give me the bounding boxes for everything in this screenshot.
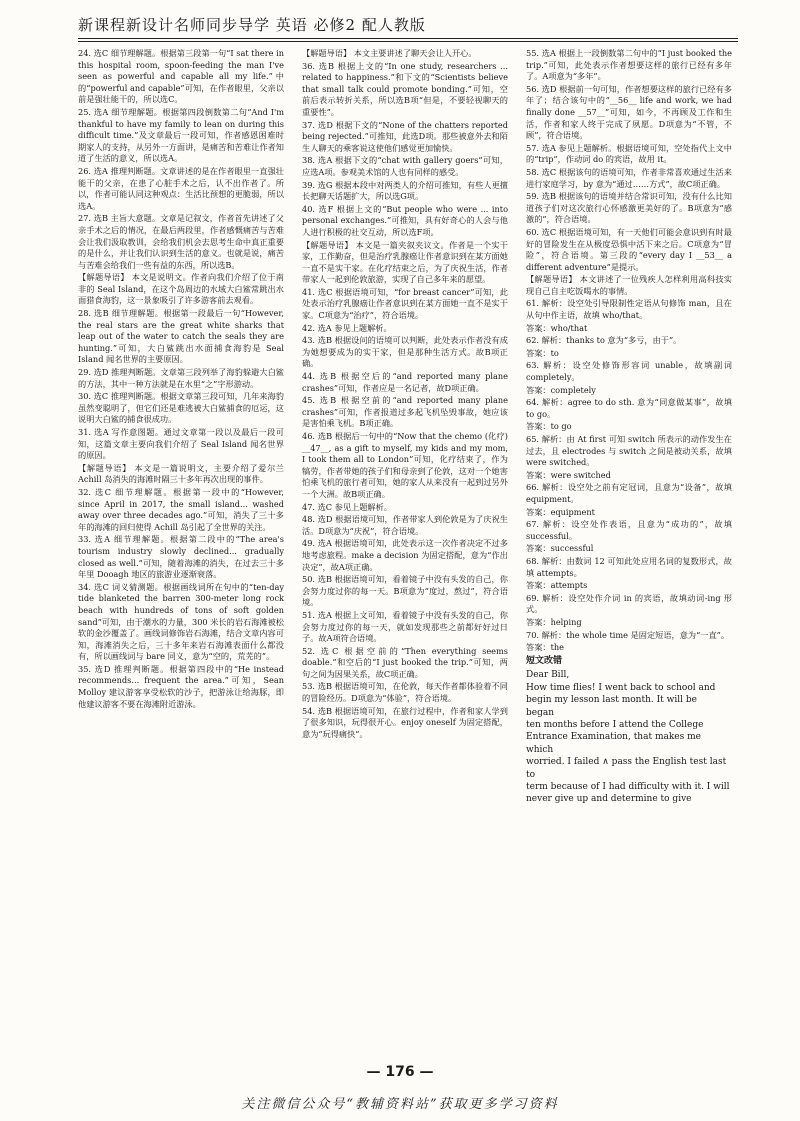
- answer-item: 52. 选C 根据空前的“Then everything seems doable.”和空后的“I just booked the trip.”可知，两句之间为因果关系，故C项正确。: [302, 645, 508, 679]
- answer-item: 50. 选B 根据语境可知，看着镜子中没有头发的自己，你会努力度过你的每一天。B项意为“度过，熬过”，符合语境。: [302, 574, 508, 608]
- answer-item: 24. 选C 细节理解题。根据第三段第一句“I sat there in this hospital room, spoon-feeding the man I've seen as powerful and capable all my life.”中的“powerful and capable”可知，在作者眼里，父亲以前是强壮能干的，所以选C。: [78, 48, 284, 105]
- essay-line: worried. I failed ∧ pass the English test last: [526, 757, 727, 768]
- answer-item: 44. 选B 根据空后的“and reported many plane crashes”可知，作者应是一名记者，故D项正确。: [302, 371, 508, 393]
- answer-item: 68. 解析：由数词 12 可知此处应用名词的复数形式，故填 attempts。: [526, 555, 732, 578]
- page-header: 新课程新设计名师同步导学 英语 必修2 配人教版: [78, 16, 426, 34]
- answer-item: 答案：completely: [526, 384, 596, 395]
- answer-item: 【解题导语】 本文是一篇夹叙夹议文。作者是一个实干家，工作勤奋，但是治疗乳腺癌让作者意识到在某方面她一直不是实干家。在化疗结束之后，为了庆祝生活，作者带家人一起到伦敦旅游，实现了自己多年来的愿望。: [302, 239, 508, 285]
- answer-item: 61. 解析：设空处引导限制性定语从句修饰 man，且在从句中作主语，故填 who/that。: [526, 298, 732, 321]
- essay-line: to: [526, 769, 536, 780]
- essay-line: which: [526, 744, 554, 755]
- essay-line: began: [526, 707, 555, 718]
- header-rule-thin: [78, 41, 738, 42]
- essay-line: ten months before I attend the College Entrance Examination, that makes me: [526, 719, 704, 743]
- essay-line: Dear Bill,: [526, 670, 570, 681]
- answer-item: 60. 选C 根据语境可知，有一天他们可能会意识到有时最好的冒险发生在从极度恐惧中活下来之后。C项意为“冒险”，符合语境。第三段的“every day I __53__ a different adventure”是提示。: [526, 226, 732, 272]
- answer-item: 65. 解析：由 At first 可知 switch 所表示的动作发生在过去，且 electrodes 与 switch 之间是被动关系，故填 were switched。: [526, 434, 732, 468]
- answer-item: 54. 选B 根据语境可知，在旅行过程中，作者和家人学到了很多知识，玩得很开心。enjoy oneself 为固定搭配，意为“玩得痛快”。: [302, 705, 508, 739]
- page-number: — 176 —: [366, 1064, 434, 1080]
- answer-item: 答案：equipment: [526, 506, 595, 517]
- header-rule: [78, 38, 738, 39]
- answer-item: 46. 选B 根据后一句中的“Now that the chemo (化疗) __47__, as a gift to myself, my kids and my mom, I took them all to London”可知，化疗结束了，作为犒劳，作者带她的孩子们和母亲到了伦敦，这对一个她害怕乘飞机的旅行者可知，她的家人从来没有一起到过另外一个大洲。故B项正确。: [302, 431, 508, 499]
- column-middle: [302, 48, 508, 1060]
- answer-item: 32. 选C 细节理解题。根据第一段中的“However, since April in 2017, the small island... washed away over three decades ago.”可知，消失了三十多年的海滩的回归使得 Achill 岛引起了全世界的关注。: [78, 486, 284, 532]
- column-left: [78, 48, 284, 1060]
- answer-item: 36. 选B 根据上文的“In one study, researchers ... related to happiness.”和下文的“Scientists believe that small talk could promote bonding.”可知，空前后表示转折关系，所以选B项“但是，不要轻视聊天的重要性”。: [302, 60, 508, 117]
- answer-item: 56. 选D 根据前一句可知，作者想要这样的旅行已经有多年了；结合该句中的“__56__ life and work, we had finally done __57__”可知，如今，不再顾及工作和生活，作者和家人终于完成了夙愿。D项意为“不管，不顾”，符合语境。: [526, 83, 732, 141]
- answer-item: 66. 解析：设空处之前有定冠词，且意为“设备”，故填 equipment。: [526, 482, 732, 504]
- answer-item: 55. 选A 根据上一段倒数第二句中的“I just booked the trip.”可知，此处表示作者想要这样的旅行已经有多年了。A项意为“多年”。: [526, 48, 732, 82]
- answer-item: 70. 解析：the whole time 是固定短语，意为“一直”。: [526, 629, 730, 640]
- essay-body: [526, 669, 732, 805]
- answer-item: 【解题导语】 本文讲述了一位残疾人怎样利用高科技实现自己自主吃饭喝水的事情。: [526, 274, 732, 296]
- answer-item: 37. 选D 根据下文的“None of the chatters reported being rejected.”可推知，此选D项。那些被意外去和陌生人聊天的乘客说这使他们感觉更加愉快。: [302, 119, 508, 153]
- answer-item: 答案：were switched: [526, 469, 611, 480]
- answer-list: [526, 48, 732, 654]
- answer-item: 26. 选A 推理判断题。文章讲述的是在作者眼里一直强壮能干的父亲，在患了心脏手术之后，认不出作者了。所以，作者可能认同这种观点：生活比预想的更脆弱，所以选A。: [78, 165, 284, 211]
- answer-item: 答案：to: [526, 347, 559, 358]
- essay-line: term because of I had difficulty with it. I will never give up and determine to give: [526, 781, 730, 805]
- answer-item: 33. 选A 细节理解题。根据第二段中的“The area's tourism industry slowly declined... gradually closed as well.”可知，随着海滩的消失，在过去三十多年里 Dooagh 地区的旅游业逐渐衰落。: [78, 534, 284, 580]
- answer-item: 45. 选B 根据空前的“and reported many plane crashes”可知，作者报道过多起飞机坠毁事故，她应该是害怕乘飞机。B项正确。: [302, 395, 508, 429]
- answer-item: 63. 解析：设空处修饰形容词 unable，故填副词 completely。: [526, 360, 732, 383]
- answer-item: 67. 解析：设空处作表语，且意为“成功的”，故填 successful。: [526, 519, 732, 541]
- answer-item: 答案：attempts: [526, 580, 588, 591]
- answer-item: 31. 选A 写作意图题。通过文章第一段以及最后一段可知，这篇文章主要向我们介绍了 Seal Island 闻名世界的原因。: [78, 427, 284, 461]
- answer-item: 30. 选C 推理判断题。根据文章第三段可知，几年来海豹虽然变聪明了，但它们还是难逃被大白鲨捕食的厄运，这说明大白鲨的捕食很成功。: [78, 391, 284, 425]
- answer-item: 47. 选C 参见上题解析。: [302, 501, 392, 512]
- answer-item: 41. 选C 根据语境可知，“for breast cancer”可知，此处表示治疗乳腺癌让作者意识到在某方面她一直不是实干家。C项意为“治疗”，符合语境。: [302, 286, 508, 321]
- footer-note: 关注微信公众号“教辅资料站”获取更多学习资料: [241, 1097, 559, 1112]
- column-right: [526, 48, 732, 1060]
- answer-item: 【解题导语】 本文主要讲述了聊天会让人开心。: [302, 48, 477, 58]
- essay-line: How time flies! I went back to school and begin my lesson last month. It will be: [526, 682, 716, 706]
- answer-item: 64. 解析：agree to do sth. 意为“同意做某事”，故填 to go。: [526, 397, 732, 419]
- answer-item: 35. 选D 推理判断题。根据第四段中的“He instead recommends... frequent the area.”可知，Sean Molloy 建议游客享受松软的沙子，把游泳让给海豚，即他建议游客不要在海滩附近游泳。: [78, 663, 284, 709]
- answer-item: 40. 选F 根据上文的“But people who were ... into personal exchanges.”可推知，具有好奇心的人会与他人进行积极的社交互动，所以选F项。: [302, 203, 508, 237]
- answer-item: 27. 选B 主旨大意题。文章是记叙文，作者首先讲述了父亲手术之后的情况，在最后两段里，作者感慨痛苦与苦难会让我们汲取教训，会给我们机会去思考生命中真正重要的是什么，并让我们认识到生活的意义。也就是说，痛苦与苦难会给我们一些有益的东西，所以选B。: [78, 213, 284, 270]
- answer-item: 【解题导语】 本文是一篇说明文，主要介绍了爱尔兰 Achill 岛消失的海滩时隔三十多年再次出现的事件。: [78, 462, 284, 485]
- answer-item: 39. 选G 根据本段中对两类人的介绍可推知，有些人更擅长把聊天话题扩大，所以选G项。: [302, 179, 508, 202]
- answer-item: 25. 选A 细节理解题。根据第四段倒数第二句“And I'm thankful to have my family to lean on during this difficult time.”及文章最后一段可知，作者感恩困难时期家人的支持，从另外一方面讲，是痛苦和苦难让作者知道了生活的意义，所以选A。: [78, 106, 284, 164]
- answer-item: 【解题导语】 本文是说明文。作者向我们介绍了位于南非的 Seal Island，在这个岛周边的水域大白鲨常跳出水面猎食海豹，这一景象吸引了许多游客前去观看。: [78, 272, 284, 306]
- answer-item: 28. 选B 细节理解题。根据第一段最后一句“However, the real stars are the great white sharks that leap out of the water to catch the seals they are hunting.”可知，大白鲨跳出水面捕食海豹是 Seal Island 闻名世界的主要原因。: [78, 308, 284, 365]
- essay-section-title: 短文改错: [526, 655, 563, 666]
- answer-item: 29. 选D 推理判断题。文章第三段列举了海豹躲避大白鲨的方法，其中一种方法就是在水里“之”字形游动。: [78, 367, 284, 389]
- answer-item: 答案：to go: [526, 421, 572, 432]
- answer-item: 答案：successful: [526, 543, 594, 554]
- answer-item: 答案：the: [526, 642, 564, 653]
- answer-item: 51. 选A 根据上文可知，看着镜子中没有头发的自己，你会努力度过你的每一天，就如发现那些之前都好好过日子。故A项符合语境。: [302, 609, 508, 644]
- answer-item: 答案：helping: [526, 616, 582, 627]
- answer-item: 43. 选B 根据设问的语境可以判断，此处表示作者没有成为她想要成为的实干家，但是那种生活方式。故B项正确。: [302, 335, 508, 369]
- answer-item: 69. 解析：设空处作介词 in 的宾语，故填动词-ing 形式。: [526, 592, 732, 615]
- answer-item: 答案：who/that: [526, 322, 588, 333]
- answer-item: 53. 选B 根据语境可知，在伦敦，每天作者都体验着不同的冒险经历。D项意为“体验”，符合语境。: [302, 681, 508, 704]
- answer-item: 34. 选C 词义猜测题。根据画线词所在句中的“ten-day tide blanketed the barren 300-meter long rock beach with hundreds of tons of soft golden sand”可知，由于潮水的力量，300 米长的岩石海滩被松软的金沙覆盖了。画线词修饰岩石海滩，结合文章内容可知，海滩消失之后，三十多年来岩石海滩表面什么都没有，所以画线词与 bare 同义，意为“空的，荒芜的”。: [78, 581, 284, 662]
- answer-item: 62. 解析：thanks to 意为“多亏，由于”。: [526, 335, 682, 346]
- answer-item: 59. 选B 根据该句的语境并结合常识可知，没有什么比知道孩子们对这次旅行心怀感激更美好的了。B项意为“感激的”，符合语境。: [526, 191, 732, 225]
- answer-columns: [78, 48, 738, 1060]
- answer-item: 57. 选A 参见上题解析。根据语境可知，空处指代上文中的“trip”，作动词 do 的宾语，故用 it。: [526, 142, 732, 165]
- answer-item: 42. 选A 参见上题解析。: [302, 322, 392, 333]
- answer-item: 38. 选A 根据下文的“chat with gallery goers”可知，应选A项。参观美术馆的人也有同样的感受。: [302, 155, 508, 177]
- answer-item: 58. 选C 根据该句的语境可知，作者非常喜欢通过生活来进行家庭学习，by 意为“通过……方式”，故C项正确。: [526, 166, 732, 189]
- answer-item: 48. 选D 根据语境可知，作者带家人到伦敦是为了庆祝生活。D项意为“庆祝”，符合语境。: [302, 514, 508, 536]
- answer-item: 49. 选A 根据语境可知，此处表示这一次作者决定不过多地考虑旅程。make a decision 为固定搭配，意为“作出决定”，故A项正确。: [302, 538, 508, 572]
